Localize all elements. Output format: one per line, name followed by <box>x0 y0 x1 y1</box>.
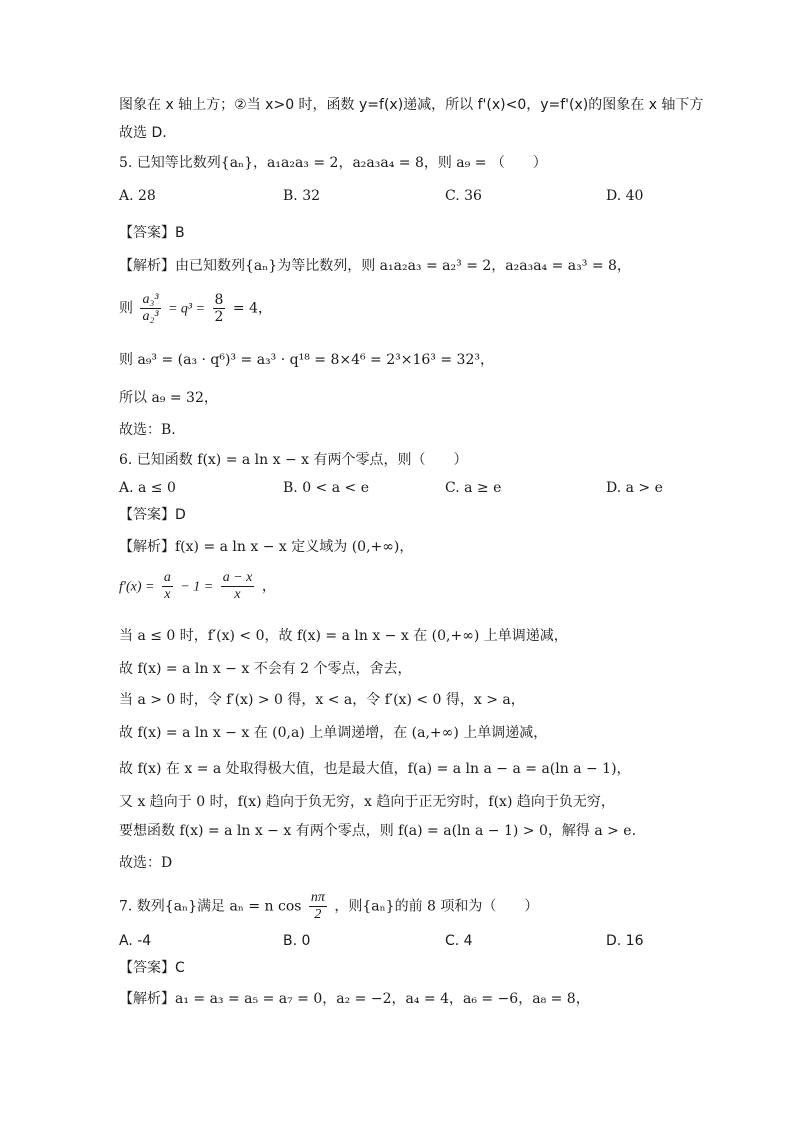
numerator: a₃³ <box>142 292 159 307</box>
solution-line: 要想函数 f(x) = a ln x − x 有两个零点，则 f(a) = a(ln a − 1) > 0，解得 a > e. <box>119 823 637 839</box>
option-d: D. a > e <box>606 480 663 496</box>
option-b: B. 0 < a < e <box>283 480 369 496</box>
option-c: C. 4 <box>445 933 473 949</box>
text: 则 <box>119 300 133 317</box>
text: = q³ = <box>167 301 206 317</box>
text: ，则{aₙ}的前 8 项和为（ ） <box>334 898 539 915</box>
fraction <box>221 570 255 603</box>
question-5: 5. 已知等比数列{aₙ}，a₁a₂a₃ = 2，a₂a₃a₄ = 8，则 a₉ = （ ） <box>119 155 547 171</box>
fraction <box>140 292 160 325</box>
solution-line: 故 f(x) = a ln x − x 在 (0,a) 上单调递增，在 (a,+∞) 上单调递减， <box>119 725 548 741</box>
numerator: nπ <box>310 890 325 905</box>
solution-line: 故 f(x) 在 x = a 处取得极大值，也是最大值，f(a) = a ln a − a = a(ln a − 1)， <box>119 761 631 777</box>
solution-line: 【解析】f(x) = a ln x − x 定义域为 (0,+∞)， <box>119 539 414 555</box>
solution-line: 又 x 趋向于 0 时，f(x) 趋向于负无穷，x 趋向于正无穷时，f(x) 趋向于负无穷， <box>119 794 615 810</box>
question-7 <box>119 890 538 923</box>
solution-line: 故选：B. <box>119 422 176 438</box>
answer-label: 【答案】D <box>119 507 186 523</box>
option-d: D. 16 <box>606 933 644 949</box>
fraction <box>213 292 226 325</box>
solution-line-fraction <box>119 570 276 603</box>
solution-line: 【解析】由已知数列{aₙ}为等比数列，则 a₁a₂a₃ = a₂³ = 2，a₂a₃a₄ = a₃³ = 8， <box>119 258 631 274</box>
solution-line: 所以 a₉ = 32， <box>119 390 218 406</box>
solution-line-fraction <box>119 292 272 325</box>
solution-line: 当 a > 0 时，令 f′(x) > 0 得，x < a，令 f′(x) < 0 得，x > a， <box>119 692 525 708</box>
option-c: C. 36 <box>445 188 482 204</box>
text: f′(x) = <box>119 579 155 595</box>
question-6: 6. 已知函数 f(x) = a ln x − x 有两个零点，则（ ） <box>119 452 468 468</box>
solution-line: 故选：D <box>119 855 173 871</box>
numerator: 8 <box>214 292 224 308</box>
solution-line: 【解析】a₁ = a₃ = a₅ = a₇ = 0，a₂ = −2，a₄ = 4，a₆ = −6，a₈ = 8， <box>119 991 590 1007</box>
option-a: A. 28 <box>119 188 156 204</box>
text: − 1 = <box>180 579 214 595</box>
answer-label: 【答案】C <box>119 960 185 976</box>
text: ， <box>261 578 276 595</box>
text-line: 图象在 x 轴上方；②当 x>0 时，函数 y=f(x)递减，所以 f'(x)<0，y=f'(x)的图象在 x 轴下方 <box>119 97 704 113</box>
option-b: B. 32 <box>283 188 321 204</box>
solution-line: 故 f(x) = a ln x − x 不会有 2 个零点，舍去， <box>119 661 412 677</box>
option-c: C. a ≥ e <box>445 480 502 496</box>
option-d: D. 40 <box>606 188 644 204</box>
numerator: a − x <box>222 570 253 585</box>
option-a: A. -4 <box>119 933 152 949</box>
denominator: x <box>164 587 171 602</box>
denominator: x <box>234 587 241 602</box>
solution-line: 当 a ≤ 0 时，f′(x) < 0，故 f(x) = a ln x − x 在 (0,+∞) 上单调递减， <box>119 628 568 644</box>
denominator: 2 <box>314 907 322 922</box>
text: 7. 数列{aₙ}满足 aₙ = n cos <box>119 898 302 915</box>
solution-line: 则 a₉³ = (a₃ · q⁶)³ = a₃³ · q¹⁸ = 8×4⁶ = 2³×16³ = 32³， <box>119 352 494 368</box>
text: = 4， <box>232 300 272 317</box>
denominator: 2 <box>214 309 224 325</box>
text-line: 故选 D. <box>119 125 167 141</box>
numerator: a <box>163 570 171 585</box>
option-a: A. a ≤ 0 <box>119 480 176 496</box>
fraction <box>309 890 327 923</box>
fraction <box>162 570 173 603</box>
denominator: a₂³ <box>142 309 159 324</box>
option-b: B. 0 <box>283 933 311 949</box>
answer-label: 【答案】B <box>119 225 185 241</box>
